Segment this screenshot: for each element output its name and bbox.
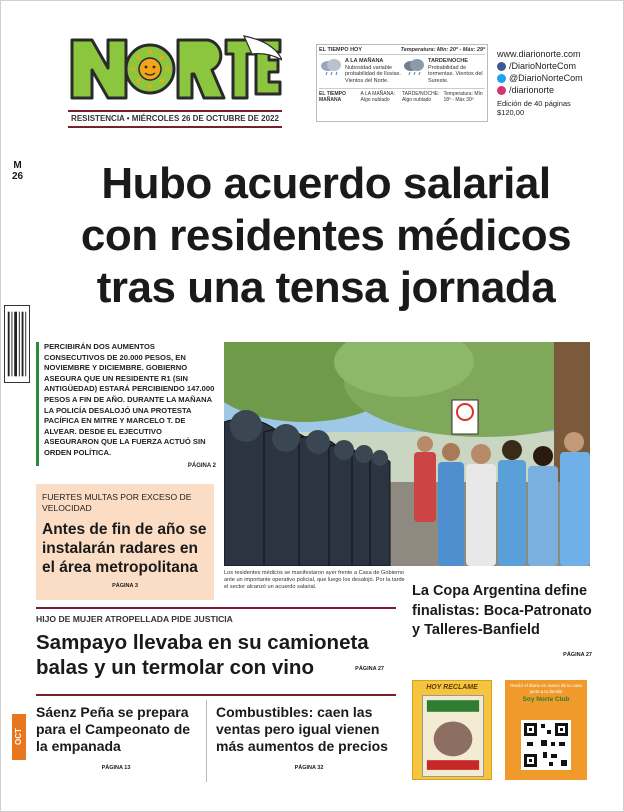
weather-morning-text: Nubosidad variable probabilidad de lluvias. Vientos del Norte. xyxy=(345,64,401,84)
sampayo-headline: Sampayo llevaba en su camioneta balas y un termolar con vino xyxy=(36,631,369,679)
empanada-page-ref: PÁGINA 13 xyxy=(101,765,131,771)
lead-page-ref: PÁGINA 2 xyxy=(187,462,216,469)
soy-norte-club-ad[interactable] xyxy=(505,680,587,780)
photo-caption: Los residentes médicos se manifestaron ayer frente a Casa de Gobierno ante un importante operativo policial, que luego los desalojó. Por la tarde el sector alcanzó un acuerdo salarial. xyxy=(224,570,405,590)
month-tab: OCT xyxy=(12,714,26,760)
radar-kicker: FUERTES MULTAS POR EXCESO DE VELOCIDAD xyxy=(42,492,192,513)
edition-info: Edición de 40 páginas $120,00 xyxy=(497,99,571,117)
empanada-headline: Sáenz Peña se prepara para el Campeonato de la empanada xyxy=(36,704,191,754)
weather-foot-1: EL TIEMPO MAÑANA xyxy=(319,91,346,103)
qr-ad-brand: Soy Norte Club xyxy=(522,696,570,703)
instagram-link[interactable]: /diarionorte xyxy=(497,84,621,96)
radar-story[interactable] xyxy=(36,484,214,600)
story-empanada[interactable] xyxy=(36,704,196,771)
weather-foot-4: Temperatura: Mín 18º - Máx 30º xyxy=(443,91,483,103)
norte-logo xyxy=(68,32,282,106)
sampayo-story[interactable] xyxy=(36,614,396,680)
day-marker: M 26 xyxy=(12,160,24,182)
hoy-reclame-ad[interactable] xyxy=(412,680,492,780)
weather-foot-3: TARDE/NOCHE: Algo nublado xyxy=(402,91,440,103)
facebook-icon xyxy=(497,62,506,71)
main-headline-line3: tras una tensa jornada xyxy=(96,263,556,312)
lead-text: PERCIBIRÁN DOS AUMENTOS CONSECUTIVOS DE 20.000 PESOS, EN NOVIEMBRE Y DICIEMBRE. GOBIERNO ASEGURA QUE UN RESIDENTE R1 (SIN ANTIGÜEDAD) ESTARÁ PERCIBIENDO 147.000 PESOS A FIN DE AÑO. DURANTE LA MAÑANA LA POLICÍA DESALOJÓ UNA PROTESTA PACÍFICA EN MITRE Y MARCELO T. DE ALVEAR. DESDE EL EJECUTIVO ASEGURARON QUE LA FUERZA ACTUÓ SIN ORDEN POLÍTICA. PÁGINA 2 xyxy=(36,342,216,466)
column-divider xyxy=(206,700,207,782)
weather-temps: Temperatura: Mín: 20º - Máx: 29º xyxy=(400,47,485,53)
dateline: RESISTENCIA • MIÉRCOLES 26 DE OCTUBRE DE 2022 xyxy=(68,110,282,128)
weather-afternoon-label: TARDE/NOCHE xyxy=(428,58,468,64)
divider xyxy=(36,694,396,696)
sampayo-kicker: HIJO DE MUJER ATROPELLADA PIDE JUSTICIA xyxy=(36,614,233,624)
weather-morning-label: A LA MAÑANA xyxy=(345,58,384,64)
qr-ad-text: Recibí el diario en nuevo de tu casa junto a tu familia xyxy=(510,683,582,694)
main-headline-line1: Hubo acuerdo salarial xyxy=(101,159,551,208)
combustibles-page-ref: PÁGINA 32 xyxy=(294,765,324,771)
cloud-rain-icon xyxy=(319,58,343,76)
magazine-cover-icon xyxy=(422,695,484,777)
divider xyxy=(36,607,396,609)
instagram-icon xyxy=(497,86,506,95)
main-headline[interactable] xyxy=(36,158,616,314)
reclame-label: HOY RECLAME xyxy=(426,684,478,691)
radar-page-ref: PÁGINA 3 xyxy=(112,583,138,589)
twitter-link[interactable]: @DiarioNorteCom xyxy=(497,72,621,84)
weather-box xyxy=(316,44,488,122)
social-links xyxy=(497,48,621,117)
copa-story[interactable] xyxy=(412,582,592,658)
story-combustibles[interactable] xyxy=(216,704,402,771)
sampayo-page-ref: PÁGINA 27 xyxy=(355,666,384,672)
weather-foot-2: A LA MAÑANA: Algo nublado xyxy=(360,91,395,103)
radar-headline: Antes de fin de año se instalarán radares en el área metropolitana xyxy=(42,521,207,576)
weather-afternoon-text: Probabilidad de tormentas. Vientos del Sureste. xyxy=(428,64,483,84)
protest-photo[interactable] xyxy=(224,342,590,566)
qr-code-icon[interactable] xyxy=(521,720,571,770)
copa-page-ref: PÁGINA 27 xyxy=(563,652,592,658)
facebook-link[interactable]: /DiarioNorteCom xyxy=(497,60,621,72)
website-link[interactable]: www.diarionorte.com xyxy=(497,49,581,59)
combustibles-headline: Combustibles: caen las ventas pero igual vienen más aumentos de precios xyxy=(216,704,388,754)
copa-headline: La Copa Argentina define finalistas: Boca-Patronato y Talleres-Banfield xyxy=(412,583,592,638)
cloud-storm-icon xyxy=(402,58,426,76)
barcode-icon xyxy=(4,305,30,383)
weather-title: EL TIEMPO HOY xyxy=(319,47,362,53)
masthead xyxy=(0,0,624,140)
twitter-icon xyxy=(497,74,506,83)
main-headline-line2: con residentes médicos xyxy=(80,211,572,260)
